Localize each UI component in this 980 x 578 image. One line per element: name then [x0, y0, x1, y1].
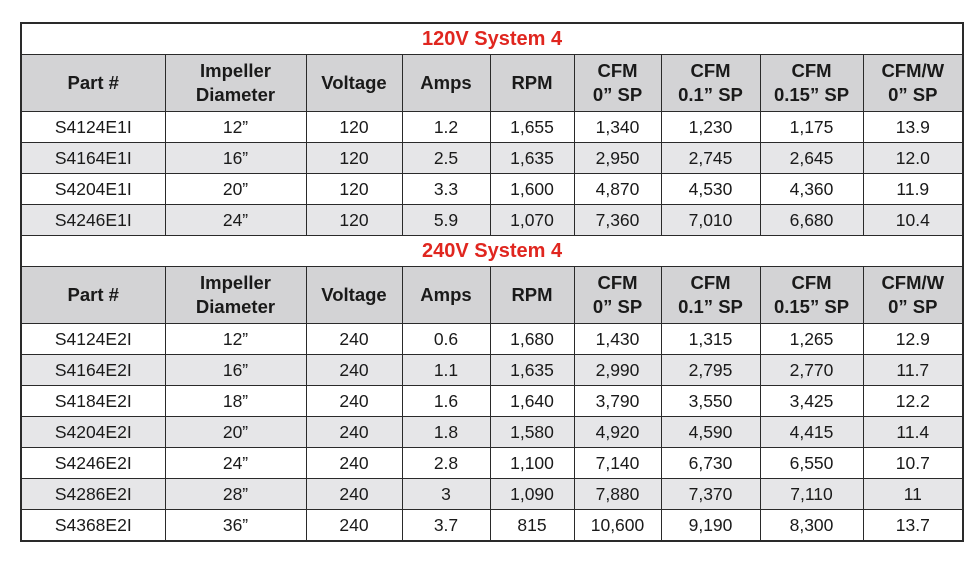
- table-row: [21, 112, 963, 143]
- table-cell: 13.9: [863, 112, 963, 143]
- table-cell: 16”: [165, 355, 306, 386]
- column-header-line1: CFM: [791, 60, 832, 81]
- table-cell: 7,140: [574, 448, 661, 479]
- table-row: [21, 448, 963, 479]
- column-header-line1: Voltage: [321, 72, 387, 93]
- column-header: [402, 267, 490, 324]
- table-cell: 9,190: [661, 510, 760, 542]
- column-header-line1: Amps: [420, 72, 472, 93]
- table-cell: 1.1: [402, 355, 490, 386]
- column-header: [574, 267, 661, 324]
- column-header-line1: Amps: [420, 284, 472, 305]
- table-row: [21, 479, 963, 510]
- table-cell: 4,360: [760, 174, 863, 205]
- table-cell: 28”: [165, 479, 306, 510]
- table-cell: 3,425: [760, 386, 863, 417]
- column-header: [490, 267, 574, 324]
- column-header-line2: 0.15” SP: [773, 296, 850, 317]
- table-cell: 11.9: [863, 174, 963, 205]
- table-cell: 20”: [165, 417, 306, 448]
- column-header: [661, 267, 760, 324]
- table-cell: 3.7: [402, 510, 490, 542]
- table-cell: 1.8: [402, 417, 490, 448]
- table-cell: 10.7: [863, 448, 963, 479]
- table-cell: 12.2: [863, 386, 963, 417]
- column-header: [490, 55, 574, 112]
- table-cell: 3.3: [402, 174, 490, 205]
- section-title-row: [21, 236, 963, 267]
- table-cell: 6,680: [760, 205, 863, 236]
- table-cell: 8,300: [760, 510, 863, 542]
- column-header-line1: RPM: [511, 72, 553, 93]
- table-cell: 4,590: [661, 417, 760, 448]
- table-cell: 1,580: [490, 417, 574, 448]
- column-header-line1: CFM/W: [881, 60, 945, 81]
- header-row: [21, 55, 963, 112]
- column-header: [863, 55, 963, 112]
- table-cell: S4164E1I: [21, 143, 165, 174]
- column-header: [863, 267, 963, 324]
- column-header-line1: CFM: [690, 60, 731, 81]
- table-cell: 12”: [165, 112, 306, 143]
- column-header-line1: CFM: [791, 272, 832, 293]
- header-row: [21, 267, 963, 324]
- table-row: [21, 355, 963, 386]
- table-cell: 240: [306, 417, 402, 448]
- table-cell: 3,550: [661, 386, 760, 417]
- table-cell: 240: [306, 355, 402, 386]
- table-cell: 1.2: [402, 112, 490, 143]
- column-header: [21, 55, 165, 112]
- table-cell: 120: [306, 174, 402, 205]
- column-header-line2: 0.15” SP: [773, 84, 850, 105]
- table-cell: 1,655: [490, 112, 574, 143]
- column-header-line2: Diameter: [195, 84, 276, 105]
- column-header-line2: 0.1” SP: [678, 84, 743, 105]
- table-cell: 11.7: [863, 355, 963, 386]
- column-header-line1: Impeller: [200, 272, 271, 293]
- table-cell: 120: [306, 205, 402, 236]
- table-cell: S4124E1I: [21, 112, 165, 143]
- table-row: [21, 205, 963, 236]
- table-cell: 815: [490, 510, 574, 542]
- table-cell: 6,550: [760, 448, 863, 479]
- column-header-line2: 0” SP: [592, 84, 643, 105]
- table-cell: 6,730: [661, 448, 760, 479]
- table-cell: 120: [306, 143, 402, 174]
- table-cell: 120: [306, 112, 402, 143]
- column-header: [402, 55, 490, 112]
- table-cell: 2.5: [402, 143, 490, 174]
- table-cell: 12.9: [863, 324, 963, 355]
- table-cell: 24”: [165, 448, 306, 479]
- column-header: [760, 55, 863, 112]
- spec-table-container: [20, 22, 962, 542]
- fan-spec-table: [20, 22, 964, 542]
- table-cell: 18”: [165, 386, 306, 417]
- table-cell: 2,990: [574, 355, 661, 386]
- column-header-line1: CFM: [597, 60, 638, 81]
- column-header: [306, 267, 402, 324]
- column-header-line2: 0” SP: [592, 296, 643, 317]
- table-cell: 1,635: [490, 355, 574, 386]
- table-cell: S4286E2I: [21, 479, 165, 510]
- column-header-line2: 0” SP: [888, 84, 938, 105]
- column-header-line1: CFM/W: [881, 272, 945, 293]
- table-cell: S4368E2I: [21, 510, 165, 542]
- table-cell: 1,070: [490, 205, 574, 236]
- column-header-line1: CFM: [597, 272, 638, 293]
- table-cell: 2.8: [402, 448, 490, 479]
- column-header-line1: RPM: [511, 284, 553, 305]
- table-cell: 10.4: [863, 205, 963, 236]
- column-header-line2: 0” SP: [888, 296, 938, 317]
- column-header: [21, 267, 165, 324]
- table-cell: 1,680: [490, 324, 574, 355]
- table-cell: 7,360: [574, 205, 661, 236]
- table-cell: 7,010: [661, 205, 760, 236]
- table-cell: S4124E2I: [21, 324, 165, 355]
- table-cell: S4164E2I: [21, 355, 165, 386]
- table-cell: 1,635: [490, 143, 574, 174]
- table-cell: 12.0: [863, 143, 963, 174]
- table-cell: 0.6: [402, 324, 490, 355]
- table-cell: 24”: [165, 205, 306, 236]
- table-cell: 4,870: [574, 174, 661, 205]
- table-cell: 5.9: [402, 205, 490, 236]
- table-cell: 1,230: [661, 112, 760, 143]
- column-header-line1: Impeller: [200, 60, 271, 81]
- table-cell: 1,265: [760, 324, 863, 355]
- table-cell: 240: [306, 479, 402, 510]
- table-row: [21, 510, 963, 542]
- table-cell: 4,415: [760, 417, 863, 448]
- section-title-row: [21, 23, 963, 55]
- table-cell: 1,430: [574, 324, 661, 355]
- column-header-line2: 0.1” SP: [678, 296, 743, 317]
- table-cell: 1,315: [661, 324, 760, 355]
- table-cell: S4204E1I: [21, 174, 165, 205]
- table-cell: 16”: [165, 143, 306, 174]
- table-cell: 1,090: [490, 479, 574, 510]
- table-cell: 7,880: [574, 479, 661, 510]
- column-header: [760, 267, 863, 324]
- table-cell: 11: [863, 479, 963, 510]
- table-cell: 1.6: [402, 386, 490, 417]
- table-cell: 1,640: [490, 386, 574, 417]
- table-cell: 1,175: [760, 112, 863, 143]
- table-cell: 1,340: [574, 112, 661, 143]
- table-cell: 13.7: [863, 510, 963, 542]
- table-cell: 2,795: [661, 355, 760, 386]
- table-cell: S4184E2I: [21, 386, 165, 417]
- column-header: [165, 55, 306, 112]
- table-cell: 240: [306, 324, 402, 355]
- column-header: [661, 55, 760, 112]
- table-cell: 4,920: [574, 417, 661, 448]
- table-cell: 12”: [165, 324, 306, 355]
- column-header: [574, 55, 661, 112]
- table-cell: 240: [306, 510, 402, 542]
- table-cell: 3: [402, 479, 490, 510]
- table-cell: S4246E2I: [21, 448, 165, 479]
- section-title: 240V System 4: [21, 236, 963, 267]
- table-row: [21, 386, 963, 417]
- table-cell: 10,600: [574, 510, 661, 542]
- column-header-line1: Part #: [67, 284, 119, 305]
- table-cell: 1,100: [490, 448, 574, 479]
- column-header-line1: Voltage: [321, 284, 387, 305]
- table-cell: 240: [306, 386, 402, 417]
- section-title: 120V System 4: [21, 23, 963, 55]
- table-row: [21, 143, 963, 174]
- table-cell: 2,745: [661, 143, 760, 174]
- table-cell: 36”: [165, 510, 306, 542]
- table-cell: 7,110: [760, 479, 863, 510]
- table-cell: 11.4: [863, 417, 963, 448]
- table-cell: 2,770: [760, 355, 863, 386]
- table-cell: S4246E1I: [21, 205, 165, 236]
- column-header: [165, 267, 306, 324]
- column-header-line2: Diameter: [195, 296, 276, 317]
- table-cell: 2,950: [574, 143, 661, 174]
- table-cell: 240: [306, 448, 402, 479]
- column-header-line1: CFM: [690, 272, 731, 293]
- column-header: [306, 55, 402, 112]
- table-row: [21, 174, 963, 205]
- table-cell: S4204E2I: [21, 417, 165, 448]
- table-cell: 7,370: [661, 479, 760, 510]
- table-row: [21, 417, 963, 448]
- table-cell: 4,530: [661, 174, 760, 205]
- table-cell: 3,790: [574, 386, 661, 417]
- table-row: [21, 324, 963, 355]
- table-cell: 2,645: [760, 143, 863, 174]
- column-header-line1: Part #: [67, 72, 119, 93]
- table-cell: 1,600: [490, 174, 574, 205]
- table-cell: 20”: [165, 174, 306, 205]
